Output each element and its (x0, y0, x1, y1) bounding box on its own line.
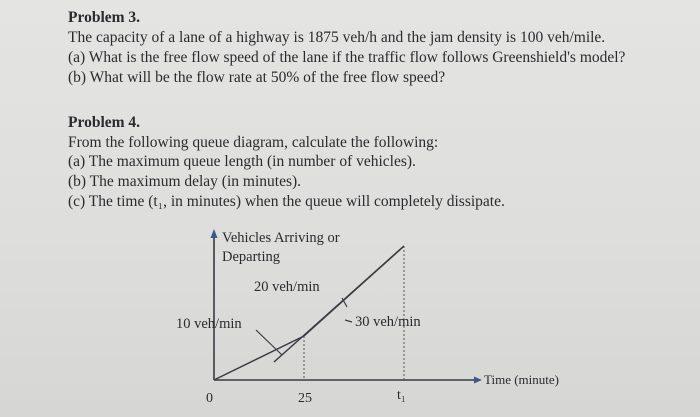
rate-label-10: 10 veh/min (176, 316, 242, 332)
y-axis-label-line-1: Vehicles Arriving or (222, 230, 340, 246)
tick-label-0: 0 (206, 391, 213, 406)
problem-3-question-b: (b) What will be the flow rate at 50% of the free flow speed? (68, 69, 446, 86)
problem-3-heading: Problem 3. (68, 9, 141, 26)
leader-30 (345, 320, 352, 322)
problem-4-question-a: (a) The maximum queue length (in number of vehicles). (68, 153, 416, 170)
departure-curve-30 (274, 246, 404, 362)
arrival-curve-10 (214, 336, 304, 380)
problem-3-statement: The capacity of a lane of a highway is 1875 veh/h and the jam density is 100 veh/mile. (68, 29, 606, 46)
problem-4-question-b: (b) The maximum delay (in minutes). (68, 173, 302, 190)
y-axis-arrow-icon (211, 229, 218, 238)
tick-label-t1: t₁ (397, 388, 406, 403)
problem-4-statement: From the following queue diagram, calculate the following: (68, 134, 439, 151)
rate-label-20: 20 veh/min (254, 279, 320, 295)
x-axis-arrow-icon (474, 377, 482, 384)
x-axis-label: Time (minute) (484, 372, 559, 387)
rate-label-30: 30 veh/min (355, 314, 421, 330)
problem-3-question-a: (a) What is the free flow speed of the lane if the traffic flow follows Greenshield's model? (68, 49, 626, 66)
tick-label-25: 25 (298, 391, 312, 406)
problem-4-question-c: (c) The time (t₁, in minutes) when the queue will completely dissipate. (68, 193, 505, 210)
leader-10 (256, 330, 282, 355)
problem-4-heading: Problem 4. (68, 114, 141, 131)
y-axis-label-line-2: Departing (222, 249, 280, 265)
